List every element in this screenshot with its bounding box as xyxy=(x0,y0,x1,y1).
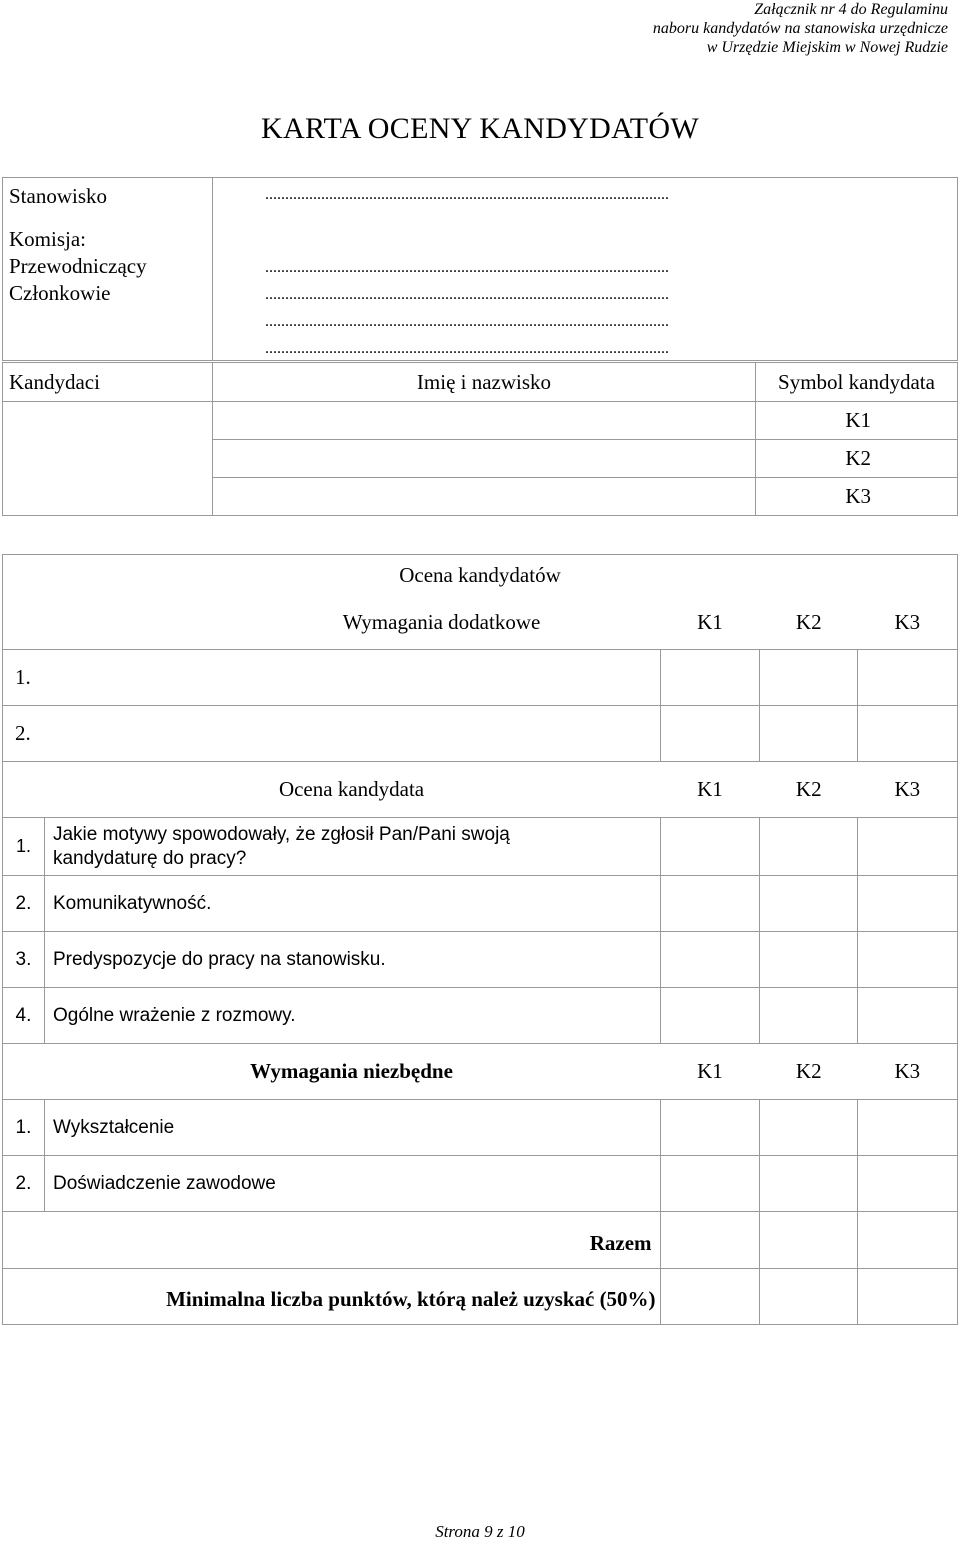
question-4-text: Ogólne wrażenie z rozmowy. xyxy=(44,988,660,1044)
required-1-k3[interactable] xyxy=(858,1100,958,1156)
total-k2[interactable] xyxy=(760,1212,858,1269)
question-3-text: Predyspozycje do pracy na stanowisku. xyxy=(44,932,660,988)
assessment-k2-header: K2 xyxy=(760,762,858,818)
member-dots-2: ..................................................................................................... xyxy=(265,312,669,330)
required-1-num: 1. xyxy=(3,1100,45,1156)
attachment-note xyxy=(653,0,948,57)
question-4-k3[interactable] xyxy=(858,988,958,1044)
assessment-heading: Ocena kandydatów xyxy=(399,563,561,588)
page-title: KARTA OCENY KANDYDATÓW xyxy=(261,112,699,145)
member-dots-3: ..................................................................................................... xyxy=(265,339,669,357)
minimum-k3[interactable] xyxy=(858,1269,958,1325)
required-2-k1[interactable] xyxy=(660,1156,760,1212)
candidate-name-field-2[interactable] xyxy=(213,440,756,478)
question-4-k1[interactable] xyxy=(660,988,760,1044)
required-1-text: Wykształcenie xyxy=(44,1100,660,1156)
candidate-name-field-1[interactable] xyxy=(213,402,756,440)
required-k3-header: K3 xyxy=(858,1044,958,1100)
question-3-k3[interactable] xyxy=(858,932,958,988)
additional-2-k1[interactable] xyxy=(660,706,760,762)
info-table xyxy=(2,177,958,361)
candidates-col-header: Kandydaci xyxy=(3,363,213,402)
additional-k1-header: K1 xyxy=(660,597,760,650)
candidate-symbol-3: K3 xyxy=(756,478,958,516)
assessment-k3-header: K3 xyxy=(858,762,958,818)
candidate-assessment-label: Ocena kandydata xyxy=(278,777,425,801)
minimum-points-label: Minimalna liczba punktów, którą należ uzyskać (50%) xyxy=(3,1269,661,1325)
additional-2-k2[interactable] xyxy=(760,706,858,762)
required-1-k1[interactable] xyxy=(660,1100,760,1156)
additional-row-1: 1. xyxy=(3,650,661,706)
question-2-text: Komunikatywność. xyxy=(44,876,660,932)
minimum-k2[interactable] xyxy=(760,1269,858,1325)
candidate-symbol-2: K2 xyxy=(756,440,958,478)
additional-1-k3[interactable] xyxy=(858,650,958,706)
required-requirements-label: Wymagania niezbędne xyxy=(250,1059,453,1083)
position-dots: ..................................................................................................... xyxy=(265,186,669,203)
assessment-table xyxy=(2,554,958,1325)
total-k1[interactable] xyxy=(660,1212,760,1269)
candidate-name-field-3[interactable] xyxy=(213,478,756,516)
candidates-table xyxy=(2,362,958,516)
required-2-text: Doświadczenie zawodowe xyxy=(44,1156,660,1212)
position-field[interactable] xyxy=(213,178,958,216)
member-dots-1: ..................................................................................................... xyxy=(265,285,669,303)
additional-k3-header: K3 xyxy=(858,597,958,650)
members-label: Członkowie xyxy=(9,280,111,305)
symbol-col-header: Symbol kandydata xyxy=(756,363,958,402)
required-k2-header: K2 xyxy=(760,1044,858,1100)
attachment-note-line1: Załącznik nr 4 do Regulaminu xyxy=(754,1,948,18)
question-1-text: Jakie motywy spowodowały, że zgłosił Pan/Pani swoją kandydaturę do pracy? xyxy=(44,818,660,876)
minimum-k1[interactable] xyxy=(660,1269,760,1325)
question-3-k1[interactable] xyxy=(660,932,760,988)
required-2-k2[interactable] xyxy=(760,1156,858,1212)
question-4-num: 4. xyxy=(3,988,45,1044)
required-2-k3[interactable] xyxy=(858,1156,958,1212)
question-3-num: 3. xyxy=(3,932,45,988)
additional-requirements-label: Wymagania dodatkowe xyxy=(342,610,541,635)
additional-1-k1[interactable] xyxy=(660,650,760,706)
total-label: Razem xyxy=(3,1212,661,1269)
additional-row-2: 2. xyxy=(3,706,661,762)
chair-label: Przewodniczący xyxy=(9,253,147,278)
required-k1-header: K1 xyxy=(660,1044,760,1100)
attachment-note-line3: w Urzędzie Miejskim w Nowej Rudzie xyxy=(706,39,948,56)
total-k3[interactable] xyxy=(858,1212,958,1269)
question-2-k2[interactable] xyxy=(760,876,858,932)
candidate-symbol-1: K1 xyxy=(756,402,958,440)
attachment-note-line2: naboru kandydatów na stanowiska urzędnicze xyxy=(652,20,948,37)
required-1-k2[interactable] xyxy=(760,1100,858,1156)
page-number: Strona 9 z 10 xyxy=(435,1522,525,1541)
commission-label: Komisja: xyxy=(9,226,86,251)
question-1-k2[interactable] xyxy=(760,818,858,876)
question-4-k2[interactable] xyxy=(760,988,858,1044)
question-1-k3[interactable] xyxy=(858,818,958,876)
question-2-k1[interactable] xyxy=(660,876,760,932)
additional-k2-header: K2 xyxy=(760,597,858,650)
question-3-k2[interactable] xyxy=(760,932,858,988)
required-2-num: 2. xyxy=(3,1156,45,1212)
question-2-k3[interactable] xyxy=(858,876,958,932)
position-label: Stanowisko xyxy=(9,184,108,209)
question-1-k1[interactable] xyxy=(660,818,760,876)
commission-field[interactable] xyxy=(213,216,958,361)
name-col-header: Imię i nazwisko xyxy=(213,363,756,402)
question-2-num: 2. xyxy=(3,876,45,932)
additional-2-k3[interactable] xyxy=(858,706,958,762)
question-1-num: 1. xyxy=(3,818,45,876)
chair-dots: ..................................................................................................... xyxy=(265,258,669,276)
assessment-k1-header: K1 xyxy=(660,762,760,818)
additional-1-k2[interactable] xyxy=(760,650,858,706)
